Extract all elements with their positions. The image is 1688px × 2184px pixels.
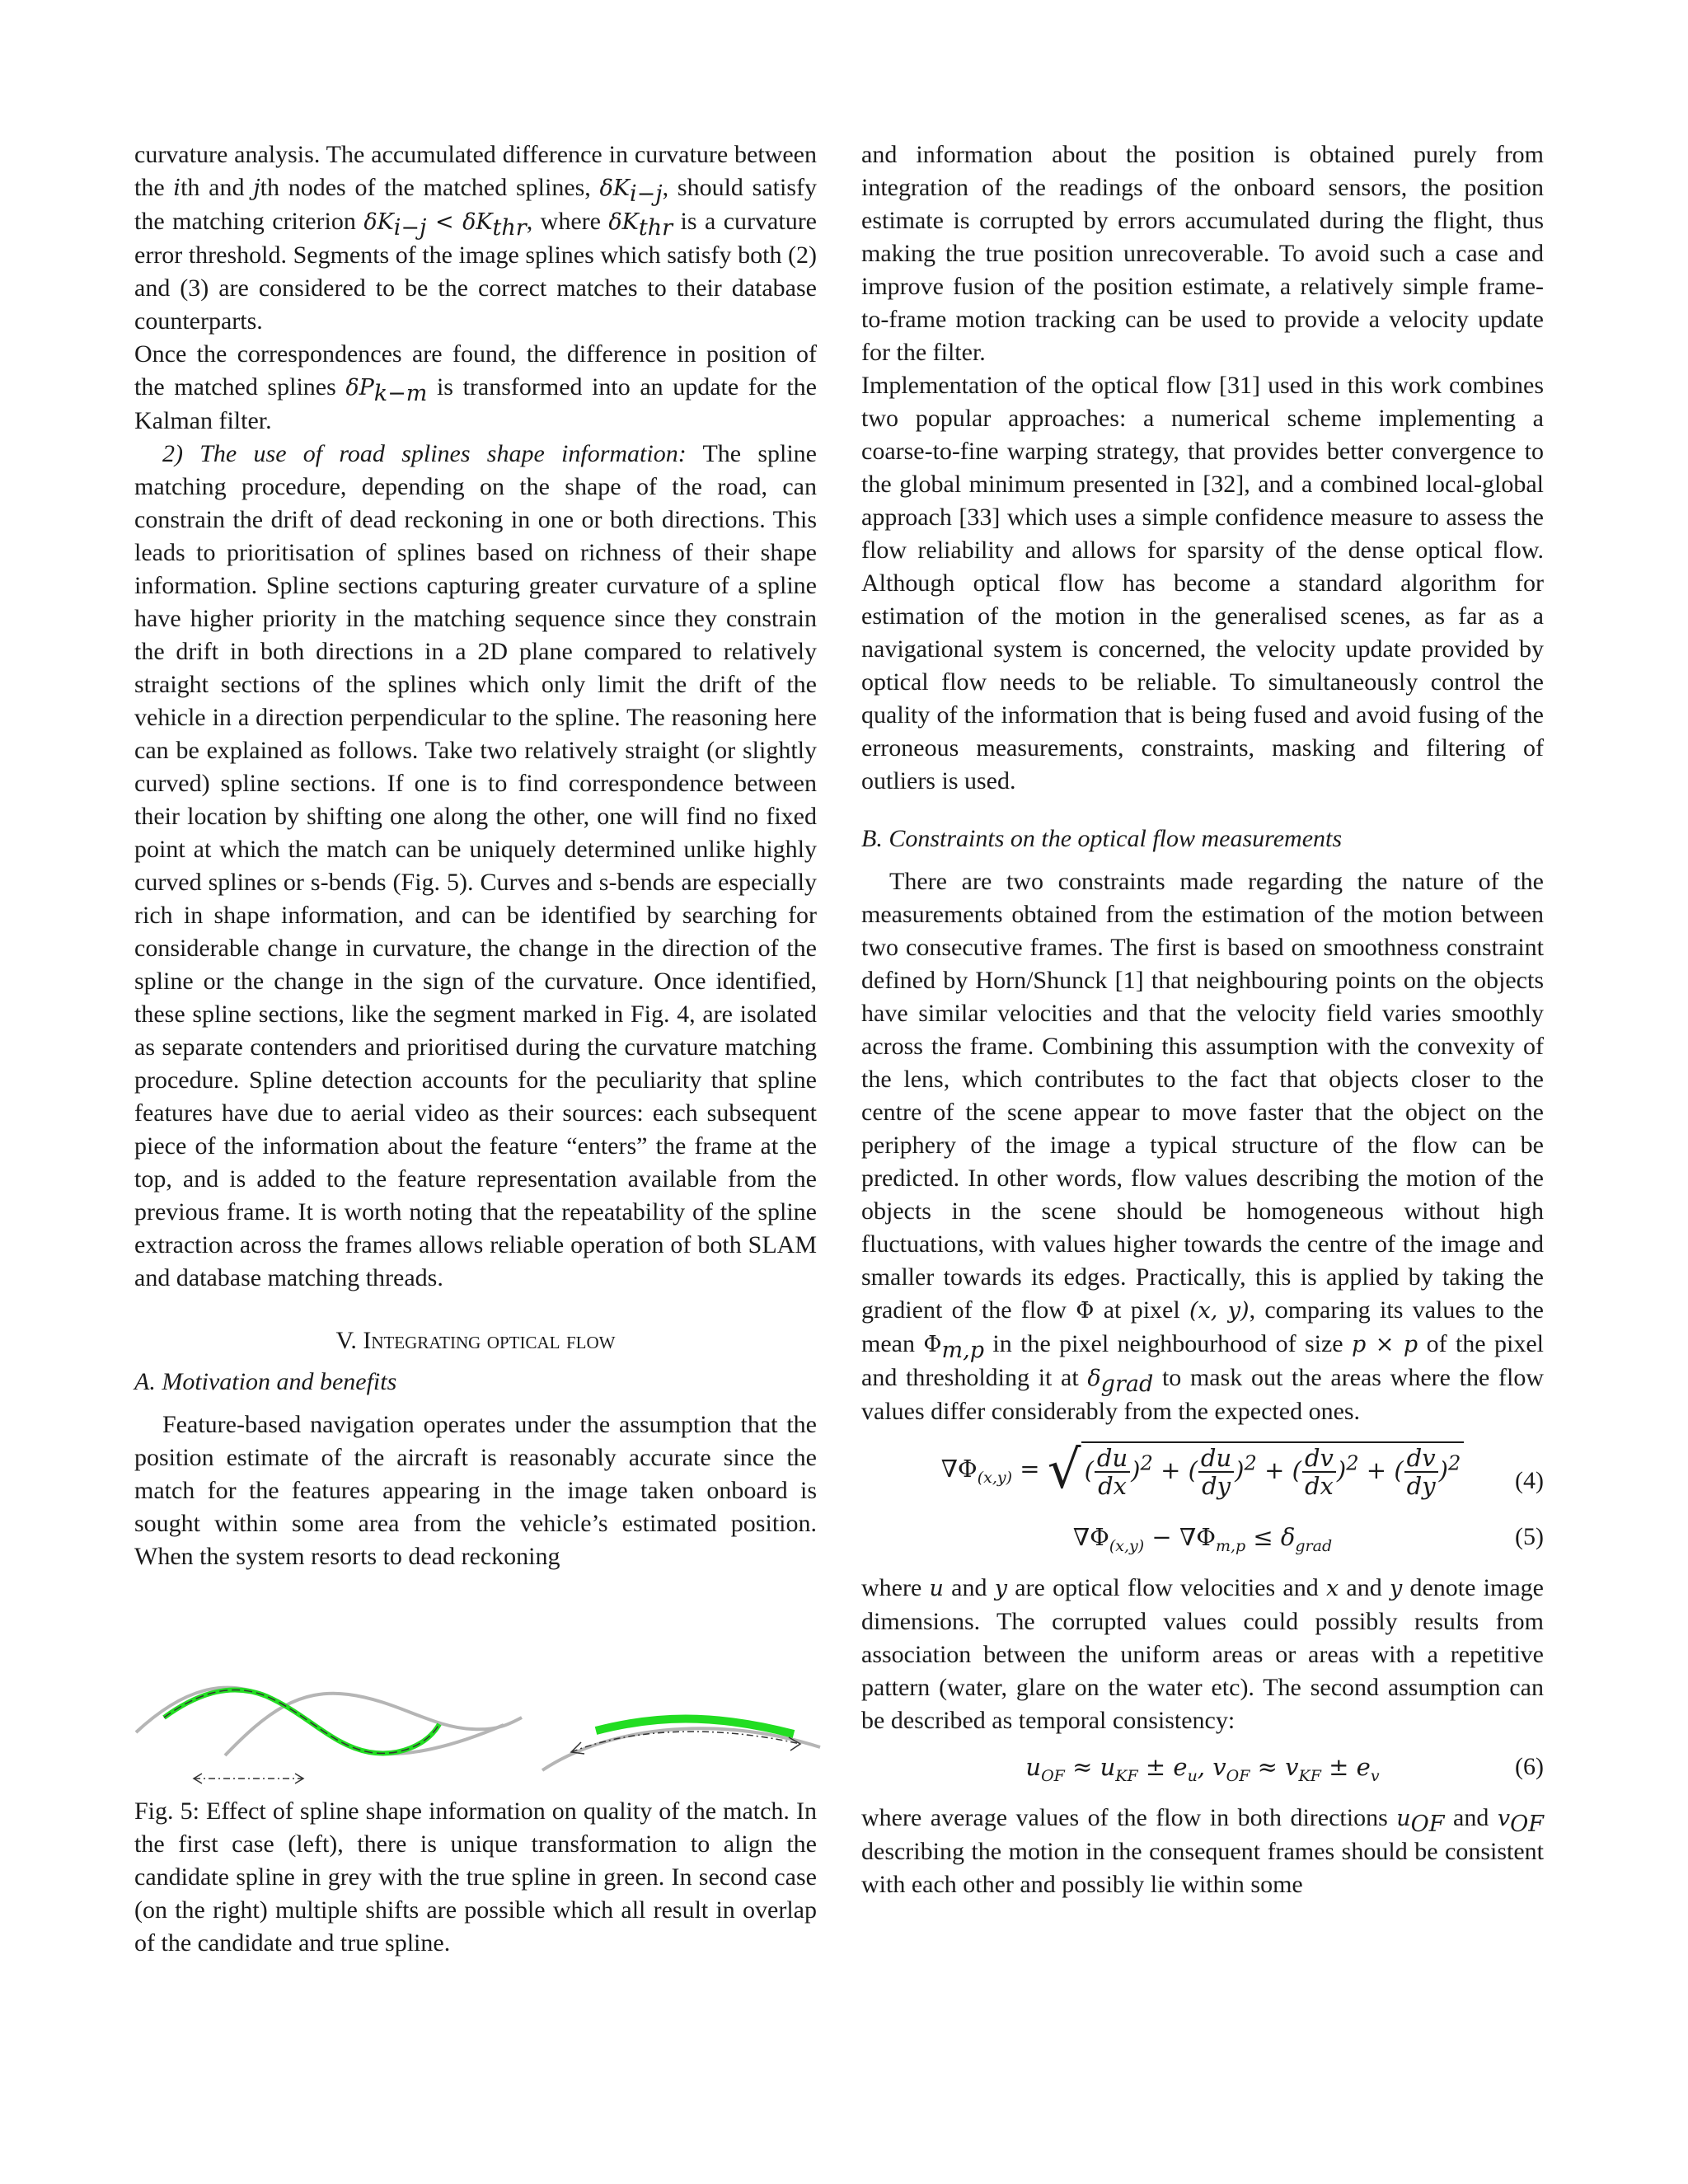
- paragraph-implementation: Implementation of the optical flow [31] used in this work combines two popular approaches: a numerical scheme implementing a coarse-to-fine warping strategy, that provides better convergence to the global minimum presented in [32], and a combined local-global approach [33] which uses a simple confidence measure to assess the flow reliability and allows for sparsity of the dense optical flow. Although optical flow has become a standard algorithm for estimation of the motion in the generalised scenes, as far as a navigational system is concerned, the velocity update provided by optical flow needs to be reliable. To simultaneously control the quality of the information that is being fused and avoid fusing of the erroneous measurements, constraints, masking and filtering of outliers is used.: [861, 372, 1544, 794]
- paragraph-correspondences: Once the correspondences are found, the difference in position of the matched splines $\delta P_{k-m}$ is transformed into an update for the Kalman filter.: [134, 340, 817, 434]
- figure-5-caption: Fig. 5: Effect of spline shape information on quality of the match. In the first case (left), there is unique transformation to align the candidate spline in grey with the true spline in green. In second case (on the right) multiple shifts are possible which all result in overlap of the candidate and true spline.: [134, 1797, 817, 1957]
- candidate-spline-left-2: [225, 1694, 522, 1755]
- equation-6: $u_{OF} \approx u_{KF} \pm e_u$, $v_{OF} \approx v_{KF} \pm e_v$ (6): [861, 1750, 1544, 1802]
- left-subfigure: [136, 1688, 522, 1783]
- candidate-spline-right: [542, 1728, 820, 1770]
- subsubsection-heading: 2) The use of road splines shape information:: [162, 440, 687, 467]
- paragraph-velocities: where u and y are optical flow velocities and x and y denote image dimensions. The corrupted values could possibly results from association between the uniform areas or areas with a repetitive pattern (water, glare on the water etc). The second assumption can be described as temporal consistency:: [861, 1574, 1544, 1734]
- subsection-heading-a: A. Motivation and benefits: [134, 1368, 397, 1395]
- equation-6-number: (6): [1515, 1753, 1544, 1780]
- equation-4: $\nabla\Phi_{(x,y)}$ = √ ( $\frac{du}{dx}$ )$^2$ + ( $\frac{du}{dy}$ )$^2$ + ( $\frac{dv}{dx}$ )$^2$ + ( $\frac{dv}{dy}$ )$^2$ (4): [940, 1440, 1544, 1501]
- subsection-heading-b: B. Constraints on the optical flow measurements: [861, 825, 1343, 852]
- left-column: [134, 138, 817, 1573]
- paragraph-constraints: There are two constraints made regarding the nature of the measurements obtained from the estimation of the motion between two consecutive frames. The first is based on smoothness constraint defined by Horn/Shunck [1] that neighbouring points on the objects have similar velocities and that the velocity field varies smoothly across the frame. Combining this assumption with the convexity of the lens, which contributes to the fact that objects closer to the centre of the scene appear to move faster that the object on the periphery of the image a typical structure of the flow can be predicted. In other words, flow values describing the motion of the objects in the scene should be homogeneous without high fluctuations, with values higher towards the centre of the image and smaller towards its edges. Practically, this is applied by taking the gradient of the flow Φ at pixel (x, y), comparing its values to the mean $\Phi_{m,p}$ in the pixel neighbourhood of size p × p of the pixel and thresholding it at $\delta_{grad}$ to mask out the areas where the flow values differ considerably from the expected ones.: [861, 868, 1544, 1425]
- paragraph-motivation: Feature-based navigation operates under the assumption that the position estimate of the aircraft is reasonably accurate since the match for the features appearing in the image taken onboard is sought within some area from the vehicle’s estimated position. When the system resorts to dead reckoning: [134, 1411, 817, 1570]
- equation-5-number: (5): [1515, 1523, 1544, 1550]
- equation-4-number: (4): [1515, 1467, 1544, 1494]
- right-column: [861, 138, 1544, 1901]
- paragraph-curvature-analysis: curvature analysis. The accumulated difference in curvature between the ith and jth nodes of the matched splines, $\delta K_{i-j}$, should satisfy the matching criterion $\delta K_{i-j} < \delta K_{thr}$, where $\delta K_{thr}$ is a curvature error threshold. Segments of the image splines which satisfy both (2) and (3) are considered to be the correct matches to their database counterparts.: [134, 141, 818, 335]
- figure-5: [134, 1663, 823, 1795]
- right-subfigure: [542, 1719, 820, 1771]
- equation-5: $\nabla\Phi_{(x,y)} - \nabla\Phi_{m,p} \le \delta_{grad}$ (5): [861, 1521, 1544, 1572]
- candidate-spline-left-1: [136, 1688, 504, 1754]
- paragraph-dead-reckoning: and information about the position is obtained purely from integration of the readings of the onboard sensors, the position estimate is corrupted by errors accumulated during the flight, thus making the true position unrecoverable. To avoid such a case and improve fusion of the position estimate, a relatively simple frame-to-frame motion tracking can be used to provide a velocity update for the filter.: [861, 141, 1544, 366]
- section-heading: V. Integrating optical flow: [335, 1327, 616, 1354]
- paragraph-temporal-consistency: where average values of the flow in both directions $u_{OF}$ and $v_{OF}$ describing the motion in the consequent frames should be consistent with each other and possibly lie within some: [861, 1804, 1545, 1898]
- paragraph-spline-shape: 2) The use of road splines shape information: The spline matching procedure, depending on the shape of the road, can constrain the drift of dead reckoning in one or both directions. This leads to prioritisation of splines based on richness of their shape information. Spline sections capturing greater curvature of a spline have higher priority in the matching sequence since they constrain the drift in both directions in a 2D plane compared to relatively straight sections of the splines which only limit the drift of the vehicle in a direction perpendicular to the spline. The reasoning here can be explained as follows. Take two relatively straight (or slightly curved) spline sections. If one is to find correspondence between their location by shifting one along the other, one will find no fixed point at which the match can be uniquely determined unlike highly curved splines or s-bends (Fig. 5). Curves and s-bends are especially rich in shape information, and can be identified by searching for considerable change in curvature, the change in the direction of the spline or the change in the sign of the curvature. Once identified, these spline sections, like the segment marked in Fig. 4, are isolated as separate contenders and prioritised during the curvature matching procedure. Spline detection accounts for the peculiarity that spline features have due to aerial video as their sources: each subsequent piece of the information about the feature “enters” the frame at the top, and is added to the feature representation available from the previous frame. It is worth noting that the repeatability of the spline extraction across the frames allows reliable operation of both SLAM and database matching threads.: [134, 440, 818, 1291]
- true-spline-right: [596, 1719, 794, 1735]
